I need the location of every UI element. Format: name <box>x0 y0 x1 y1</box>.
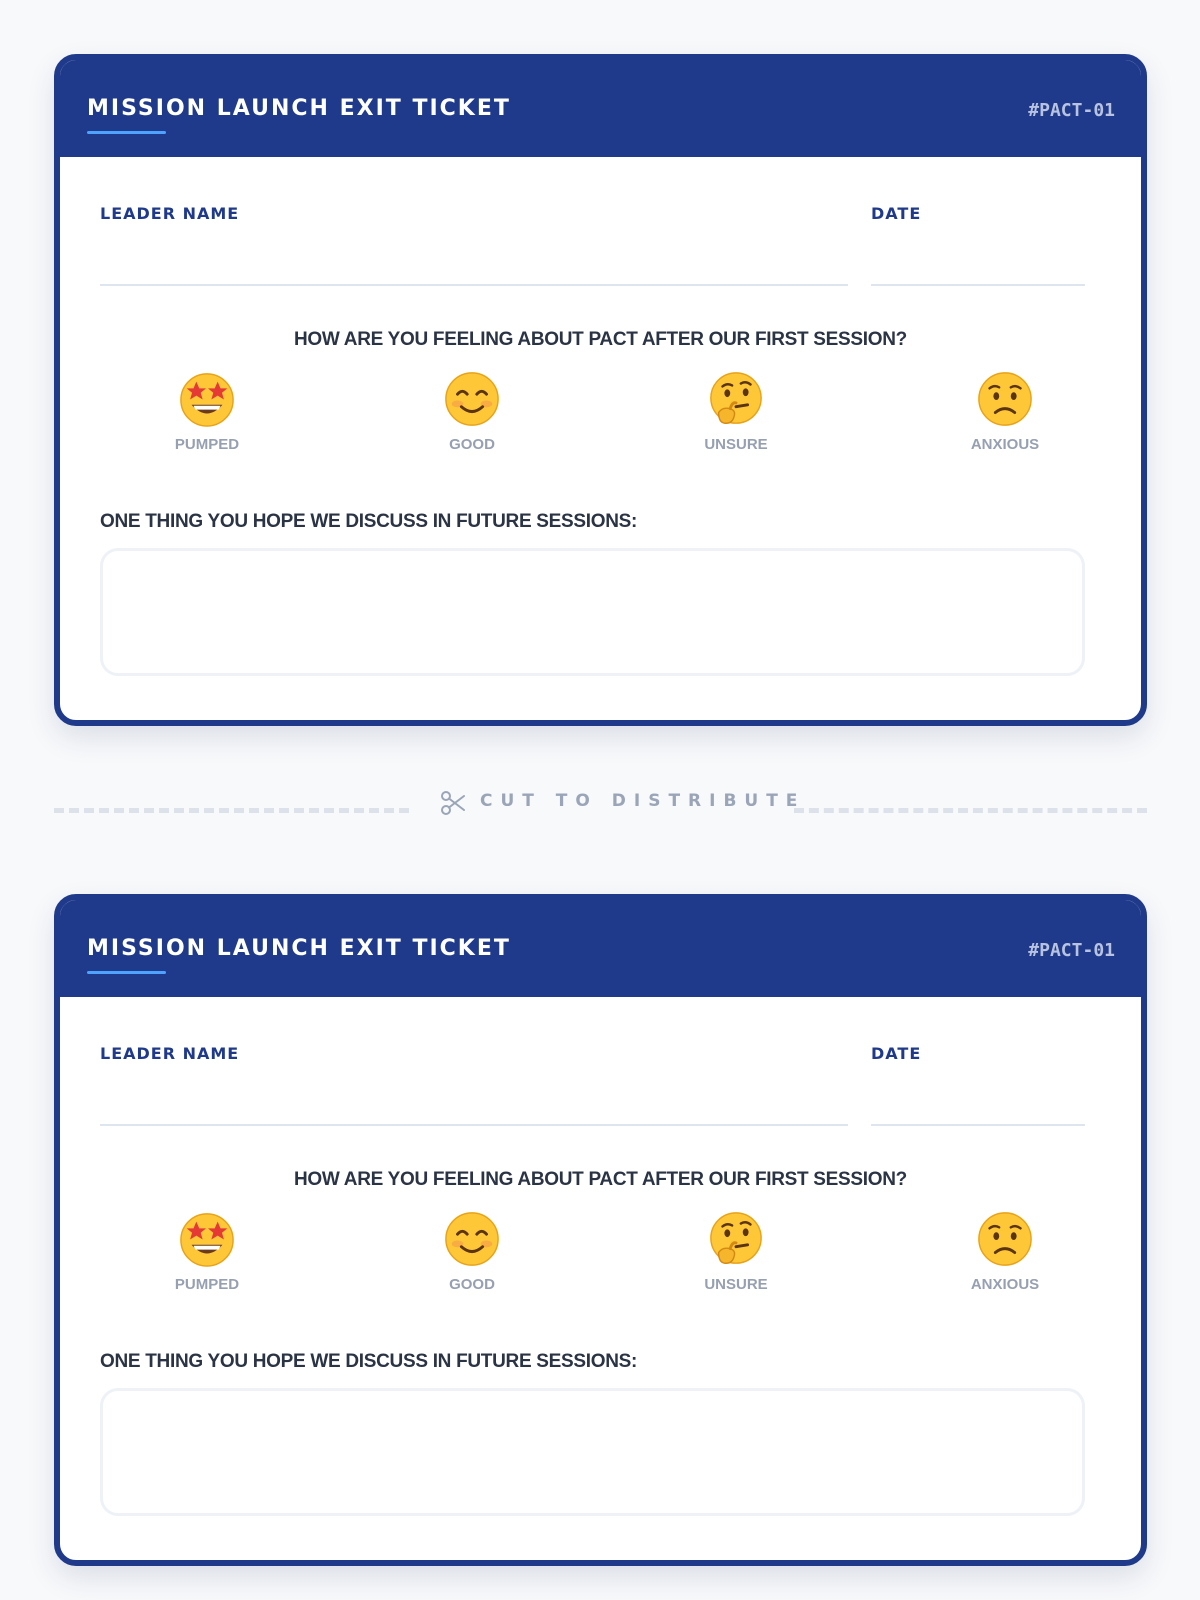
cut-line <box>54 780 1147 820</box>
scissors-icon <box>440 790 466 816</box>
date-label: DATE <box>871 204 922 223</box>
ticket-header <box>60 900 1141 997</box>
hope-answer-box[interactable] <box>100 1388 1085 1516</box>
mood-label: UNSURE <box>704 1276 768 1293</box>
feeling-question: HOW ARE YOU FEELING ABOUT PACT AFTER OUR FIRST SESSION? <box>294 1169 907 1190</box>
hope-prompt: ONE THING YOU HOPE WE DISCUSS IN FUTURE SESSIONS: <box>100 511 638 532</box>
mood-option-pumped[interactable] <box>137 1210 277 1294</box>
mood-option-anxious[interactable] <box>935 1210 1075 1294</box>
ticket-title: MISSION LAUNCH EXIT TICKET <box>87 96 511 121</box>
date-label: DATE <box>871 1044 922 1063</box>
leader-name-label: LEADER NAME <box>100 204 240 223</box>
mood-label: UNSURE <box>704 436 768 453</box>
star-struck-face-icon <box>178 1210 236 1268</box>
leader-name-field[interactable] <box>100 284 848 286</box>
feeling-question: HOW ARE YOU FEELING ABOUT PACT AFTER OUR FIRST SESSION? <box>294 329 907 350</box>
thinking-face-icon <box>707 370 765 428</box>
date-field[interactable] <box>871 1124 1085 1126</box>
hope-answer-box[interactable] <box>100 548 1085 676</box>
mood-option-anxious[interactable] <box>935 370 1075 454</box>
leader-name-label: LEADER NAME <box>100 1044 240 1063</box>
ticket-title: MISSION LAUNCH EXIT TICKET <box>87 936 511 961</box>
mood-label: ANXIOUS <box>970 436 1040 453</box>
mood-label: PUMPED <box>174 436 240 453</box>
cut-dash-right <box>794 808 1147 813</box>
thinking-face-icon <box>707 1210 765 1268</box>
smiling-face-icon <box>443 370 501 428</box>
hope-prompt: ONE THING YOU HOPE WE DISCUSS IN FUTURE SESSIONS: <box>100 1351 638 1372</box>
mood-option-good[interactable] <box>402 1210 542 1294</box>
leader-name-field[interactable] <box>100 1124 848 1126</box>
ticket-code: #PACT-01 <box>1028 940 1115 961</box>
date-field[interactable] <box>871 284 1085 286</box>
cut-dash-left <box>54 808 409 813</box>
mood-label: ANXIOUS <box>970 1276 1040 1293</box>
title-underline <box>87 131 166 134</box>
mood-option-unsure[interactable] <box>666 370 806 454</box>
exit-ticket <box>54 894 1147 1566</box>
mood-option-unsure[interactable] <box>666 1210 806 1294</box>
mood-option-good[interactable] <box>402 370 542 454</box>
smiling-face-icon <box>443 1210 501 1268</box>
worried-face-icon <box>976 370 1034 428</box>
mood-label: PUMPED <box>174 1276 240 1293</box>
title-underline <box>87 971 166 974</box>
exit-ticket <box>54 54 1147 726</box>
worried-face-icon <box>976 1210 1034 1268</box>
ticket-code: #PACT-01 <box>1028 100 1115 121</box>
mood-label: GOOD <box>449 1276 495 1293</box>
cut-label: CUT TO DISTRIBUTE <box>480 791 806 811</box>
ticket-header <box>60 60 1141 157</box>
mood-option-pumped[interactable] <box>137 370 277 454</box>
star-struck-face-icon <box>178 370 236 428</box>
mood-label: GOOD <box>449 436 495 453</box>
